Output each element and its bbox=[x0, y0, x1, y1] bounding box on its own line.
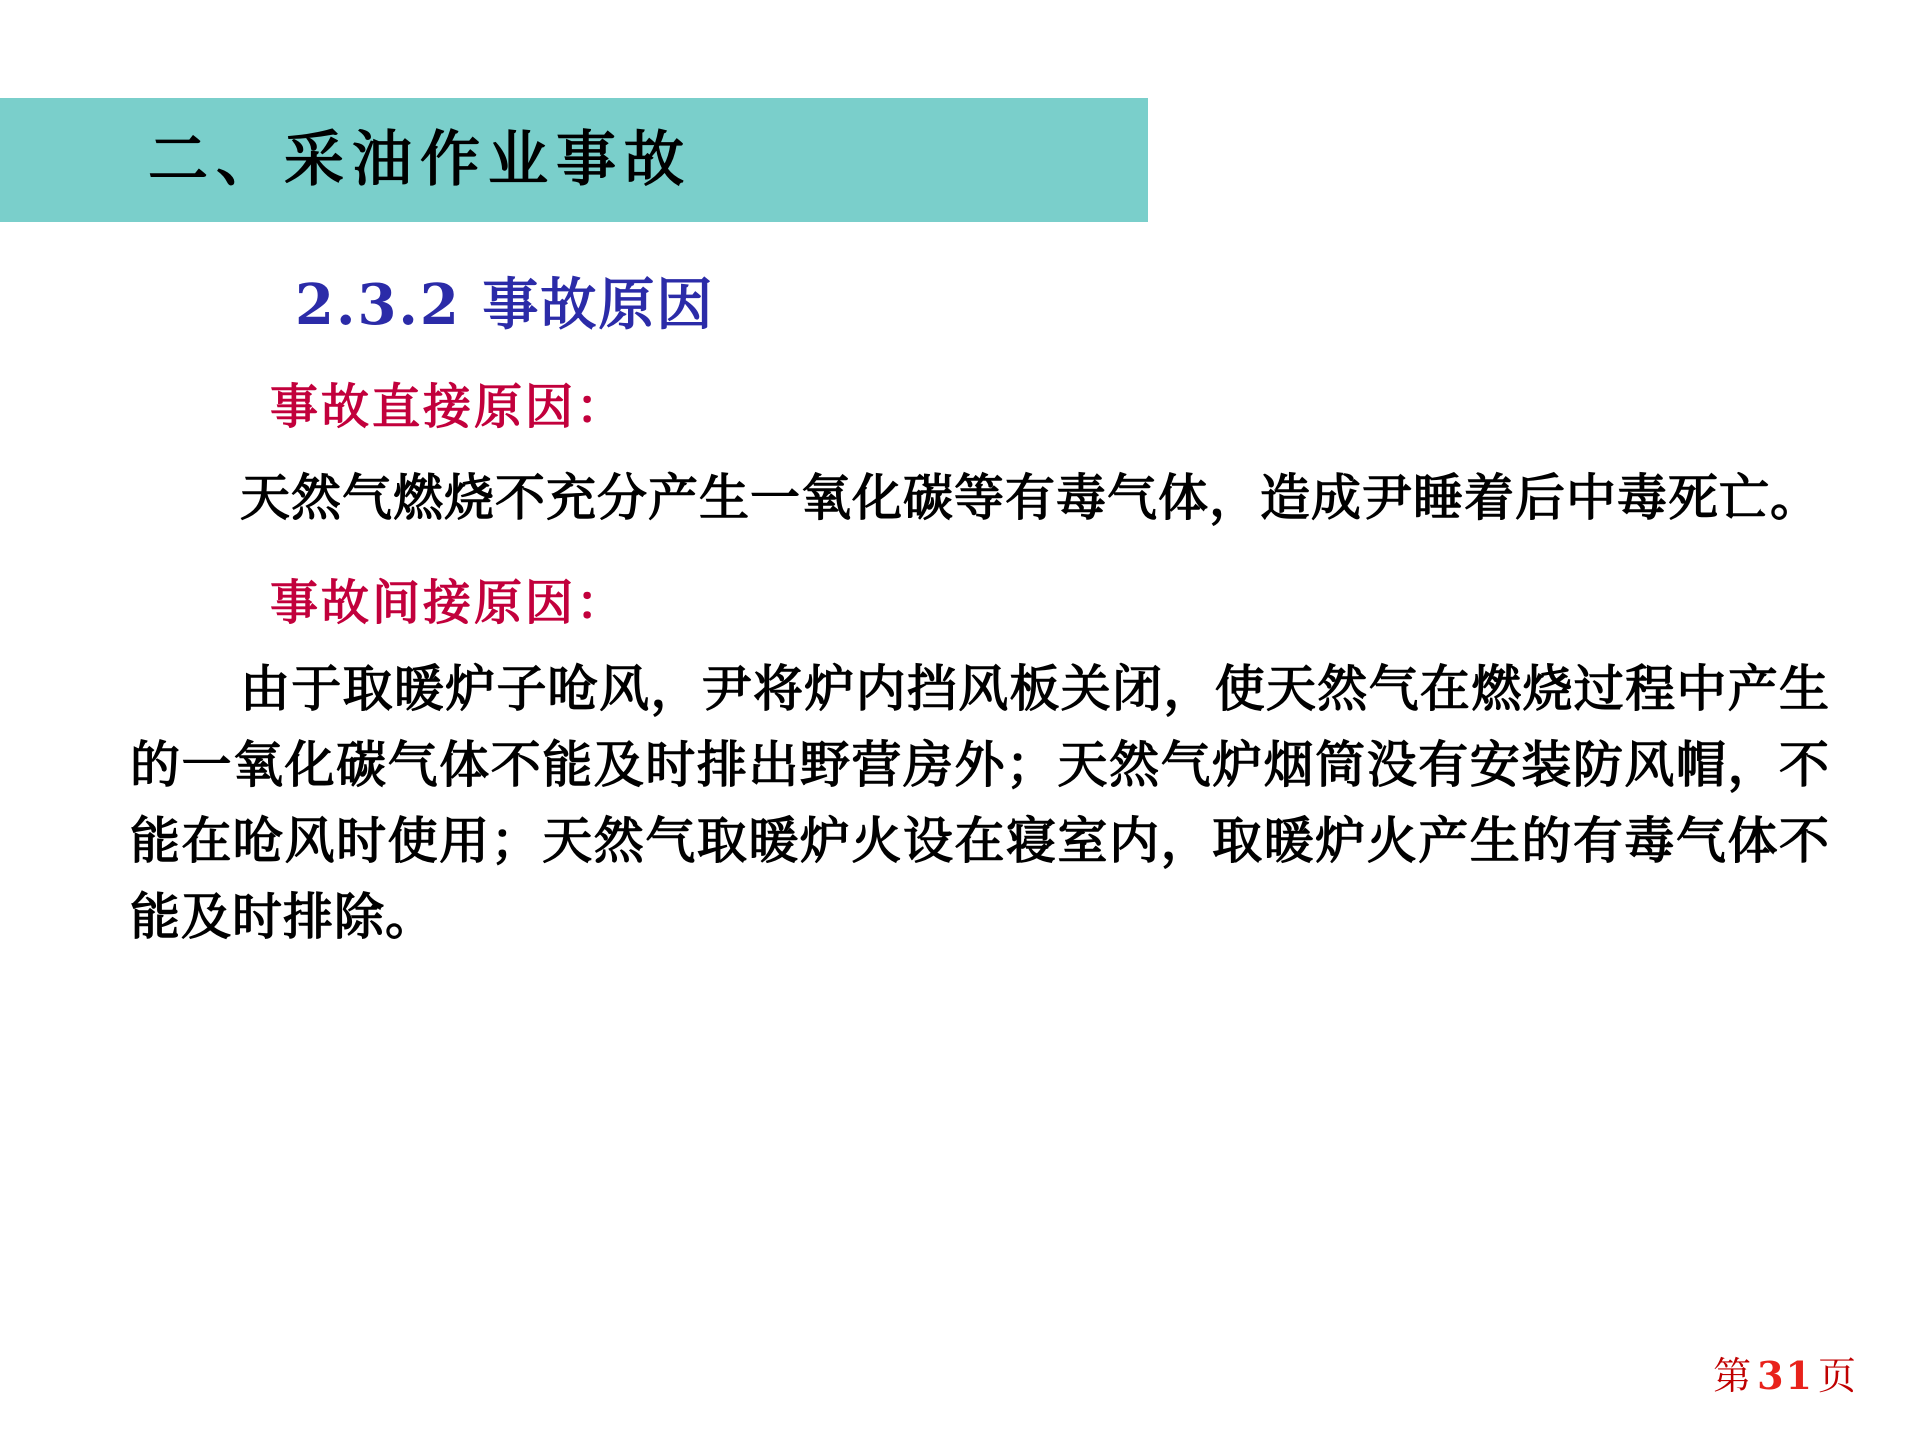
page-footer-prefix: 第 bbox=[1713, 1354, 1754, 1398]
direct-cause-paragraph: 天然气燃烧不充分产生一氧化碳等有毒气体，造成尹睡着后中毒死亡。 bbox=[240, 468, 1821, 528]
direct-cause-heading: 事故直接原因： bbox=[270, 379, 628, 435]
page-number: 31 bbox=[1757, 1353, 1814, 1398]
slide-title-banner bbox=[0, 98, 1148, 222]
section-title: 2.3.2 事故原因 bbox=[295, 272, 715, 338]
slide-content bbox=[0, 270, 1920, 955]
slide-title: 二、采油作业事故 bbox=[148, 125, 692, 195]
page-footer bbox=[1713, 1345, 1858, 1400]
indirect-cause-paragraph: 由于取暖炉子呛风，尹将炉内挡风板关闭，使天然气在燃烧过程中产生的一氧化碳气体不能及时排出野营房外；天然气炉烟筒没有安装防风帽，不能在呛风时使用；天然气取暖炉火设在寝室内，取暖炉火产生的有毒气体不能及时排除。 bbox=[130, 658, 1830, 946]
indirect-cause-heading: 事故间接原因： bbox=[270, 575, 628, 632]
page-footer-suffix: 页 bbox=[1817, 1354, 1858, 1398]
